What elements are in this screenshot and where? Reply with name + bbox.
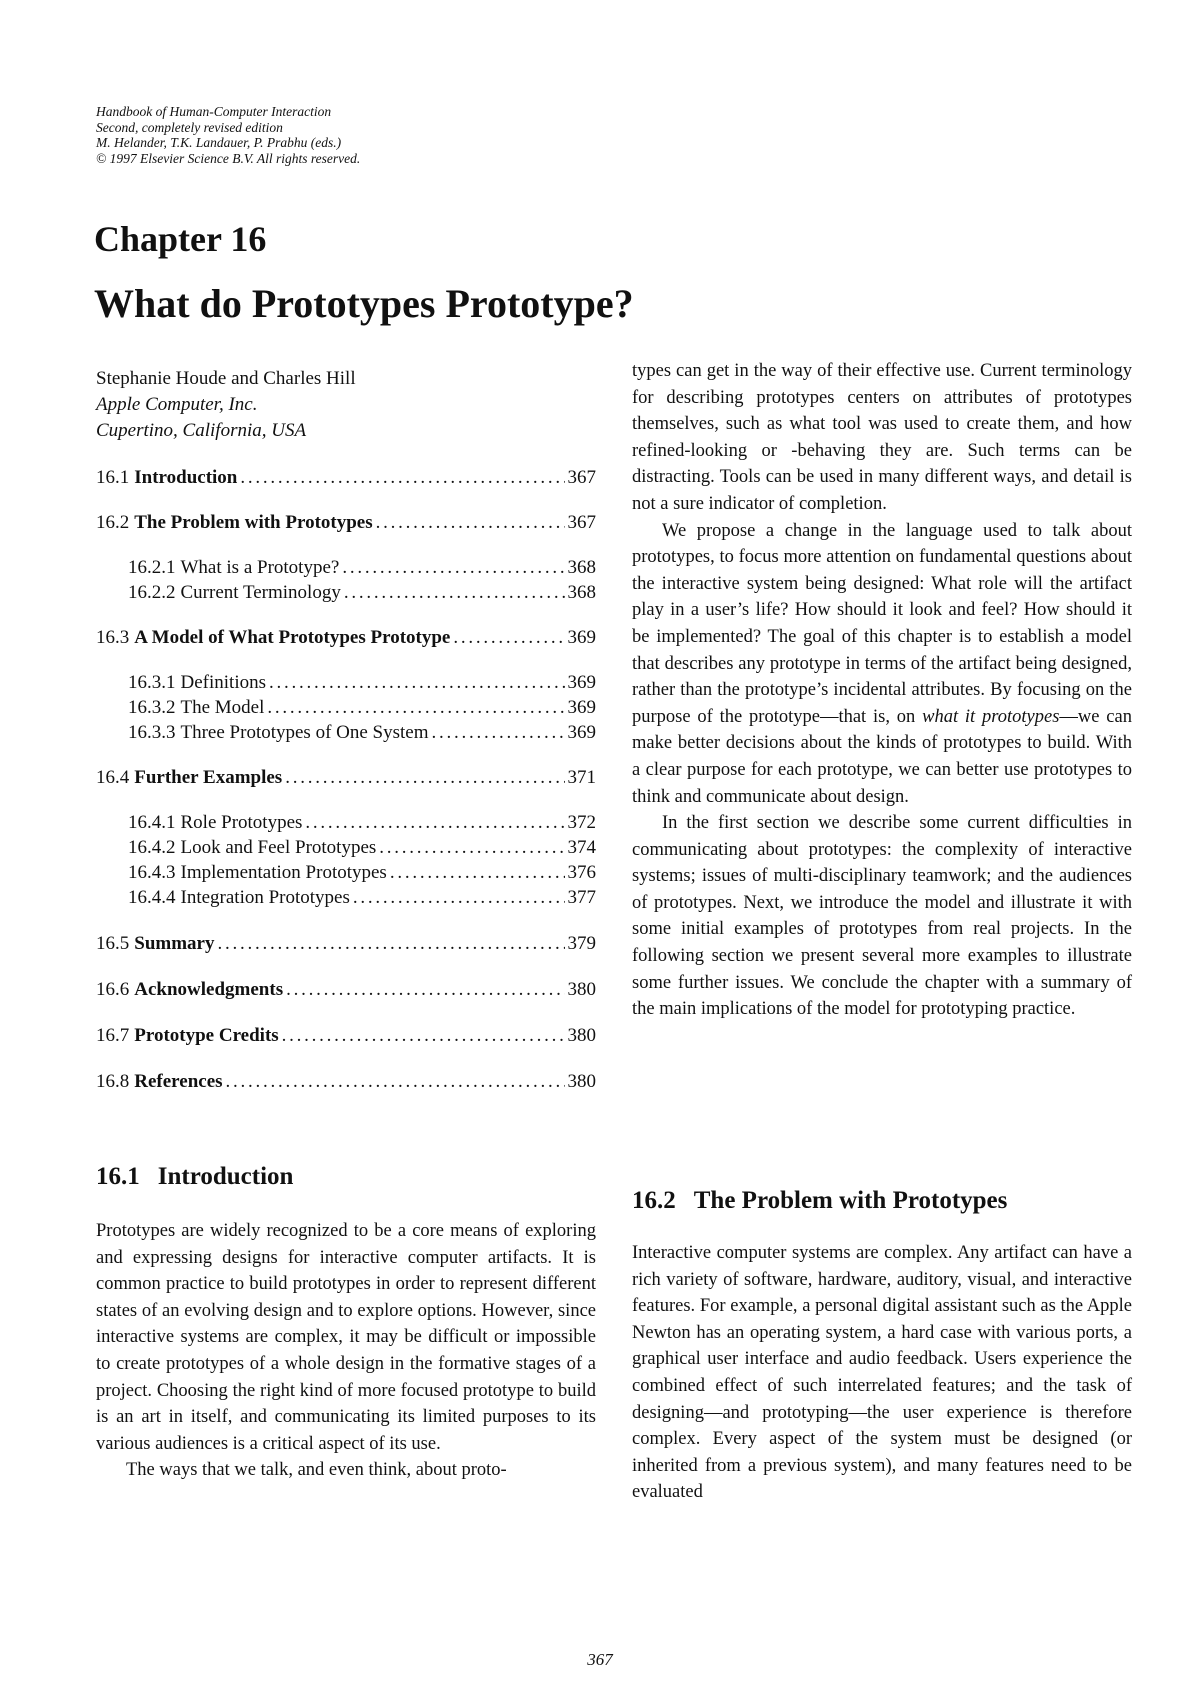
- toc-page: 369: [567, 627, 596, 648]
- paragraph: The ways that we talk, and even think, about proto-: [126, 1460, 507, 1481]
- toc-number: 16.3.3: [128, 722, 176, 743]
- text-run: —we can make better decisions about the kinds of prototypes to build. With a clear purpose for each prototype, we can better use prototypes to think and communicate about design.: [632, 706, 1132, 807]
- toc-title: Three Prototypes of One System: [180, 722, 429, 743]
- toc-title: What is a Prototype?: [180, 557, 340, 578]
- toc-leader: [217, 933, 564, 955]
- toc-title: Role Prototypes: [180, 812, 303, 833]
- toc-leader: [285, 767, 564, 789]
- toc-page: 380: [567, 979, 596, 1000]
- toc-title: Integration Prototypes: [180, 887, 350, 908]
- toc-number: 16.8: [96, 1071, 130, 1092]
- intro-column: [96, 1218, 596, 1484]
- toc-leader: [240, 467, 564, 489]
- author-location: Cupertino, California, USA: [96, 420, 307, 441]
- toc-number: 16.6: [96, 979, 130, 1000]
- toc-page: 380: [567, 1071, 596, 1092]
- toc-entry[interactable]: [96, 512, 596, 534]
- page-number: 367: [587, 1650, 613, 1669]
- toc-title: Summary: [134, 933, 215, 954]
- toc-entry[interactable]: [96, 979, 596, 1001]
- toc-number: 16.3.2: [128, 697, 176, 718]
- toc-title: Look and Feel Prototypes: [180, 837, 377, 858]
- toc-page: 380: [567, 1025, 596, 1046]
- author-affiliation: Apple Computer, Inc.: [96, 394, 258, 415]
- toc-number: 16.1: [96, 467, 130, 488]
- toc-page: 372: [567, 812, 596, 833]
- paragraph: Prototypes are widely recognized to be a core means of exploring and expressing designs for interactive computer artifacts. It is common practice to build prototypes in order to represent different states of an evolving design and to explore options. However, since interactive systems are complex, it may be difficult or impossible to create prototypes of a whole design in the formative stages of a project. Choosing the right kind of more focused prototype to build is an art in itself, and communicating its limited purposes to its various audiences is a critical aspect of its use.: [96, 1221, 596, 1454]
- toc-title: Prototype Credits: [134, 1025, 279, 1046]
- toc-page: 368: [567, 557, 596, 578]
- toc-entry[interactable]: [96, 467, 596, 489]
- toc-page: 371: [567, 767, 596, 788]
- toc-entry[interactable]: [128, 722, 596, 744]
- section-title: Introduction: [157, 1163, 294, 1190]
- toc-page: 379: [567, 933, 596, 954]
- toc-page: 377: [567, 887, 596, 908]
- problem-column: [632, 1240, 1132, 1506]
- toc-leader: [267, 697, 564, 719]
- paragraph: types can get in the way of their effective use. Current terminology for describing prototypes centers on attributes of prototypes themselves, such as what tool was used to create them, and how refined-looking or -behaving they are. Such terms can be distracting. Tools can be used in many different ways, and detail is not a sure indicator of completion.: [632, 361, 1132, 514]
- section-heading-introduction: [96, 1163, 293, 1191]
- toc-number: 16.5: [96, 933, 130, 954]
- toc-entry[interactable]: [96, 767, 596, 789]
- toc-leader: [342, 557, 564, 579]
- paragraph: [632, 518, 1132, 811]
- chapter-title: What do Prototypes Prototype?: [94, 281, 634, 326]
- toc-entry[interactable]: [128, 887, 596, 909]
- section-number: 16.2: [632, 1187, 676, 1214]
- toc-page: 369: [567, 672, 596, 693]
- toc-leader: [344, 582, 565, 604]
- toc-title: Acknowledgments: [134, 979, 284, 1000]
- right-column-intro: [632, 358, 1132, 1023]
- toc-leader: [376, 512, 565, 534]
- toc-number: 16.4.1: [128, 812, 176, 833]
- toc-leader: [269, 672, 565, 694]
- toc-entry[interactable]: [96, 933, 596, 955]
- toc-entry[interactable]: [96, 627, 596, 649]
- emphasis: what it prototypes: [922, 706, 1060, 727]
- toc-leader: [282, 1025, 565, 1047]
- toc-entry[interactable]: [128, 582, 596, 604]
- toc-page: 374: [567, 837, 596, 858]
- toc-title: The Model: [180, 697, 265, 718]
- header-line: M. Helander, T.K. Landauer, P. Prabhu (eds.): [96, 135, 342, 150]
- toc-leader: [390, 862, 565, 884]
- toc-title: Further Examples: [134, 767, 283, 788]
- toc-entry[interactable]: [128, 862, 596, 884]
- toc-leader: [305, 812, 564, 834]
- toc-page: 369: [567, 697, 596, 718]
- author-names: Stephanie Houde and Charles Hill: [96, 368, 356, 389]
- toc-entry[interactable]: [96, 1071, 596, 1093]
- toc-entry[interactable]: [96, 1025, 596, 1047]
- toc-page: 367: [567, 512, 596, 533]
- toc-title: References: [134, 1071, 223, 1092]
- toc-number: 16.4.2: [128, 837, 176, 858]
- toc-page: 376: [567, 862, 596, 883]
- toc-leader: [379, 837, 564, 859]
- toc-page: 368: [567, 582, 596, 603]
- toc-leader: [226, 1071, 565, 1093]
- toc-page: 369: [567, 722, 596, 743]
- author-block: [96, 366, 356, 444]
- toc-number: 16.2: [96, 512, 130, 533]
- toc-title: Introduction: [134, 467, 238, 488]
- section-number: 16.1: [96, 1163, 140, 1190]
- toc-leader: [353, 887, 565, 909]
- toc-entry[interactable]: [128, 557, 596, 579]
- toc-number: 16.7: [96, 1025, 130, 1046]
- toc-title: The Problem with Prototypes: [134, 512, 373, 533]
- toc-entry[interactable]: [128, 812, 596, 834]
- toc-title: Current Terminology: [180, 582, 341, 603]
- toc-number: 16.3: [96, 627, 130, 648]
- toc-number: 16.3.1: [128, 672, 176, 693]
- chapter-label: Chapter 16: [94, 219, 267, 259]
- toc-entry[interactable]: [128, 697, 596, 719]
- toc-number: 16.2.2: [128, 582, 176, 603]
- toc-number: 16.4.3: [128, 862, 176, 883]
- toc-entry[interactable]: [128, 837, 596, 859]
- toc-leader: [453, 627, 564, 649]
- toc-number: 16.2.1: [128, 557, 176, 578]
- toc-number: 16.4.4: [128, 887, 176, 908]
- section-heading-problem: [632, 1187, 1007, 1215]
- toc-leader: [432, 722, 565, 744]
- toc-title: Definitions: [180, 672, 266, 693]
- header-line: Second, completely revised edition: [96, 119, 283, 135]
- text-run: We propose a change in the language used to talk about prototypes, to focus more attention on fundamental questions about the interactive system being designed: What role will the artifact play in a user’s life? How should it look and feel? How should it be implemented? The goal of this chapter is to establish a model that describes any prototype in terms of the artifact being designed, rather than the prototype’s incidental attributes. By focusing on the purpose of the prototype—that is, on: [632, 520, 1132, 727]
- section-title: The Problem with Prototypes: [693, 1187, 1008, 1214]
- paragraph: Interactive computer systems are complex. Any artifact can have a rich variety of software, hardware, auditory, visual, and interactive features. For example, a personal digital assistant such as the Apple Newton has an operating system, a hard case with various ports, a graphical user interface and audio feedback. Users experience the combined effect of such interrelated features; and the task of designing—and prototyping—the user experience is therefore complex. Every aspect of the system must be designed (or inherited from a previous system), and many features need to be evaluated: [632, 1243, 1132, 1503]
- toc-title: Implementation Prototypes: [180, 862, 387, 883]
- paragraph: In the first section we describe some current difficulties in communicating about prototypes: the complexity of interactive systems; issues of multi-disciplinary teamwork; and the audiences of prototypes. Next, we introduce the model and illustrate it with some initial examples of prototypes from real projects. In the following section we present several more examples to illustrate some further issues. We conclude the chapter with a summary of the main implications of the model for prototyping practice.: [632, 813, 1132, 1020]
- toc-title: A Model of What Prototypes Prototype: [134, 627, 451, 648]
- toc-page: 367: [567, 467, 596, 488]
- toc-number: 16.4: [96, 767, 130, 788]
- header-line: © 1997 Elsevier Science B.V. All rights reserved.: [96, 150, 361, 166]
- toc-entry[interactable]: [128, 672, 596, 694]
- book-header: [96, 104, 360, 166]
- toc-leader: [286, 979, 564, 1001]
- header-line: Handbook of Human-Computer Interaction: [96, 104, 332, 119]
